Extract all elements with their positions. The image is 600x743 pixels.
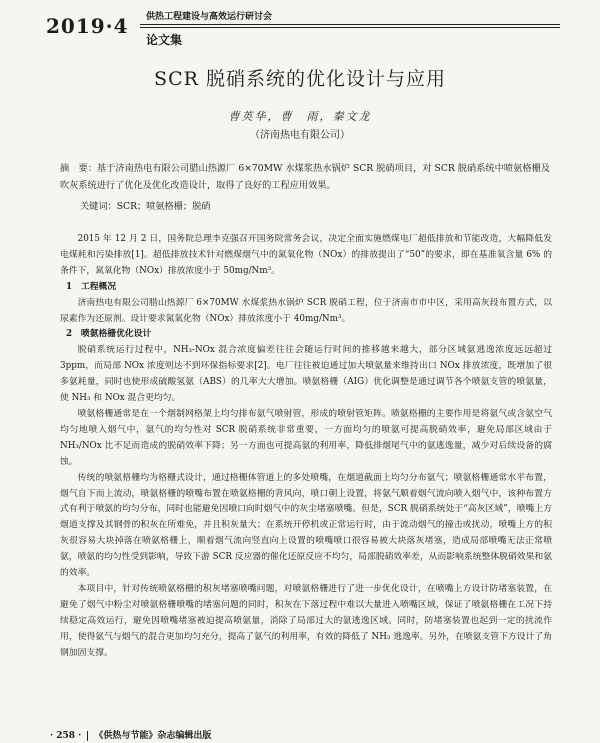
body-text (60, 232, 552, 661)
header-rule (140, 24, 560, 25)
page-footer (50, 728, 350, 741)
paper-title: SCR 脱硝系统的优化设计与应用 (154, 68, 446, 90)
abstract: 摘 要：基于济南热电有限公司腊山热源厂 6×70MW 水煤浆热水锅炉 SCR 脱硝项目，对 SCR 脱硝系统中喷氨格栅及吹灰系统进行了优化及优化改造设计，取得了良好的工程应用效果。 (60, 163, 550, 191)
journal-name: 供热工程建设与高效运行研讨会 (146, 12, 273, 22)
paragraph: 2015 年 12 月 2 日，国务院总理李克强召开国务院常务会议，决定全面实施燃煤电厂超低排放和节能改造，大幅降低发电煤耗和污染排放[1]。超低排放技术针对燃煤烟气中的氮氧化物（NOx）的排放提出了“50”的要求，即在基准氧含量 6% 的条件下，氮氧化物（NOx）排放浓度小于 50mg/Nm³。 (60, 234, 552, 276)
section-heading: 1 工程概况 (66, 281, 117, 292)
affiliation: （济南热电有限公司） (250, 130, 350, 141)
paragraph: 传统的喷氨格栅均为格栅式设计，通过格栅体管道上的多处喷嘴，在烟道截面上均匀分布氨气；喷氨格栅通常水平布置，烟气自下而上流动，喷氨格栅的喷嘴布置在喷氨格栅的背风向，喷口朝上设置，将氨气顺着烟气流向喷入烟气中，该种布置方式有利于喷氨的均匀分布，同时也能避免因喷口向时烟气中的灰尘堵塞喷嘴。但是，SCR 脱硝系统处于“高灰区域”，喷嘴上方烟道支撑及其钢骨的积灰在所难免，并且积灰量大；在系统开停机或正常运行时，由于流动烟气的撞击或扰动，喷嘴上方的积灰很容易大块掉落在喷氨格栅上，顺着烟气流向竖直向上设置的喷嘴喷口很容易被大块落灰堵塞，造成局部喷嘴无法正常喷氨，喷氨的均匀性受到影响，导致下游 SCR 反应器的催化还原反应不均匀，局部脱硝效率差，从而影响系统整体脱硝效果和氨的效率。 (60, 472, 552, 579)
header-rule (140, 27, 560, 28)
paragraph: 本项目中，针对传统喷氨格栅的积灰堵塞喷嘴问题，对喷氨格栅进行了进一步优化设计，在喷嘴上方设计防堵塞装置，在避免了烟气中粉尘对喷氨格栅喷嘴的堵塞问题的同时，积灰在下落过程中难以大量进入喷嘴区域，保证了喷氨格栅在工况下持续稳定高效运行，避免因喷嘴堵塞被迫提高喷氨量，消除了局部过大的氨逃逸区域。同时，防堵塞装置也起到一定的扰流作用，使得氨气与烟气的混合更加均匀充分，提高了氨气的利用率，有效的降低了 NH₃ 逃逸率。另外，在喷氨支管下方设计了角钢加固支撑。 (60, 583, 552, 658)
page-header (0, 0, 600, 56)
publication-note: 《供热与节能》杂志编辑出版 (94, 731, 212, 741)
paragraph: 脱硝系统运行过程中，NH₃-NOx 混合浓度偏差往往会随运行时间的推移越来越大，部分区域氨逃逸浓度远远超过 3ppm，而局部 NOx 浓度则达不到环保指标要求[2]。电厂往往被迫通过加大喷氨量来维持出口 NOx 排放浓度，既增加了很多氨耗量，同时也使形成硫酸氢氨（ABS）的几率大大增加。喷氨格栅（AIG）优化调整是通过调节各个喷氨支管的喷氨量，使 NH₃ 和 NOx 混合更均匀。 (60, 345, 552, 404)
authors: 曹英华，曹 雨，秦文龙 (228, 110, 372, 123)
page-number: · 258 · (50, 731, 82, 741)
section-label: 论文集 (146, 33, 183, 47)
footer-divider (87, 731, 88, 741)
keywords: 关键词：SCR；喷氨格栅；脱硝 (80, 201, 211, 212)
year-issue: 2019·4 (46, 14, 129, 38)
section-heading: 2 喷氨格栅优化设计 (66, 329, 152, 340)
paragraph: 济南热电有限公司腊山热源厂 6×70MW 水煤浆热水锅炉 SCR 脱硝工程，位于济南市市中区，采用高灰段布置方式，以尿素作为还原剂。设计要求氮氧化物（NOx）排放浓度小于 40mg/Nm³。 (60, 297, 552, 324)
paragraph: 喷氨格栅通常是在一个烟制网格架上均匀排布氨气喷射管，形成的喷射管矩阵。喷氨格栅的主要作用是将氨气或含氨空气均匀地喷入烟气中，氨气的均匀性对 SCR 脱硝系统非常重要，一方面均匀的喷氨可提高脱硝效率，避免局部区域由于 NH₃/NOx 比不足而造成的脱硝效率下降；另一方面也可提高氨的利用率，降低排烟尾气中的氨逃逸量，减少对后续设备的腐蚀。 (60, 408, 552, 467)
